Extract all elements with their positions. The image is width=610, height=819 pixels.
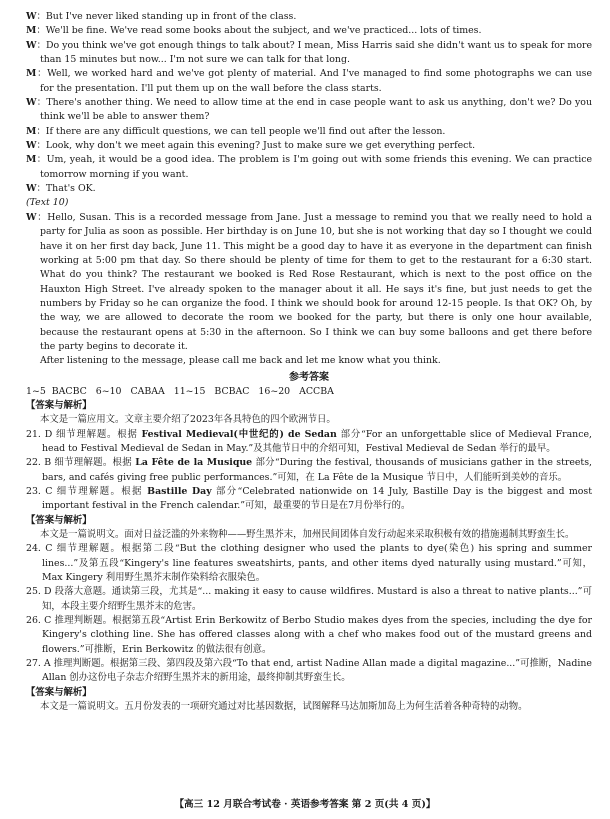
answer-item-post: 部分“For an unforgettable slice of Medieval France, head to Festival Medieval de Sedan in May.”及其他节日中的介绍可知，Festival Medieval de Sedan 举行的最早。 (42, 428, 593, 454)
document-page (26, 10, 592, 715)
text10-body: Hello, Susan. This is a recorded message from Jane. Just a message to remind you that we really need to hold a party for Julia as soon as possible. Her birthday is on June 10, but she is not working that day so I thought we could have it on her first day back, June 11. This might be a good day to have it as everyone in the department can finish working at 5:00 pm that day. So there should be plenty of time for them to get to the restaurant for a 6:30 start. What do you think? The restaurant we booked is Red Rose Restaurant, which is next to the post office on the Hauxton High Street. I've already spoken to the manager about it all. He says it's fine, but just needs to get the numbers by Friday so he can organize the food. I think we should book for around 12-15 people. Is that OK? Oh, by the way, we are allowed to decorate the room we booked for the party, but there is only one hour available, because the restaurant opens at 5:30 in the afternoon. So I think we can buy some balloons and get there before the party begins to decorate it. (40, 211, 592, 352)
dialogue-text: Well, we worked hard and we've got plenty of material. And I've managed to find some photographs we can use for the presentation. I'll put them up on the wall before the class starts. (40, 68, 592, 94)
dialogue-section (26, 10, 592, 196)
dialogue-text: There's another thing. We need to allow time at the end in case people want to ask us anything, don't we? Do you think we'll be able to answer them? (40, 97, 592, 123)
speaker: M (26, 125, 37, 137)
answer-item-post: 部分“During the festival, thousands of musicians gather in the streets, bars, and cafés giving free public performances.”可知，在 La Fête de la Musique 节日中，人们能听到美妙的音乐。 (42, 457, 592, 483)
dialogue-text: But I've never liked standing up in front of the class. (45, 11, 297, 22)
answer-item-post: 部分“Celebrated nationwide on 14 July, Bastille Day is the biggest and most important festival in the French calendar.”可知，最重要的节日是在7月份举行的。 (42, 486, 592, 512)
answer-item: 27. A 推理判断题。根据第三段、第四段及第六段“To that end, artist Nadine Allan made a digital magazine...”可推断，Nadine Allan 创办这份电子杂志介绍野生黑芥末的新用途，最终抑制其野蛮生长。 (26, 658, 592, 684)
text10-label: (Text 10) (26, 197, 69, 209)
dialogue-line: M：If there are any difficult questions, we can tell people we'll find out after the lesson. (26, 125, 446, 137)
answer-item: 26. C 推理判断题。根据第五段“Artist Erin Berkowitz of Berbo Studio makes dyes from the species, including the dye for Kingery's clothing line. She has offered classes along with a chef who makes food out of the mustard greens and flowers.”可推断，Erin Berkowitz 的做法很有创意。 (26, 615, 592, 655)
dialogue-line: M：We'll be fine. We've read some books about the subject, and we've practiced... lots of times. (26, 25, 482, 37)
answer-item (26, 428, 592, 457)
speaker: W (26, 211, 37, 223)
speaker: M (26, 68, 37, 80)
analysis-heading: 【答案与解析】 (26, 514, 92, 526)
passage-b-summary: 本文是一篇说明文。面对日益泛滥的外来物种——野生黑芥末，加州民间团体自发行动起来采取积极有效的措施遏制其野蛮生长。 (40, 529, 575, 541)
answer-item-pre: 21. D 细节理解题。根据 (26, 428, 142, 440)
dialogue-line: W：There's another thing. We need to allow time at the end in case people want to ask us anything, don't we? Do you think we'll be able to answer them? (26, 97, 592, 123)
speaker: M (26, 154, 37, 166)
passage-a-summary: 本文是一篇应用文。文章主要介绍了2023年各具特色的四个欧洲节日。 (40, 414, 336, 426)
dialogue-text: We'll be fine. We've read some books about the subject, and we've practiced... lots of times. (45, 25, 482, 37)
speaker: W (26, 140, 37, 152)
dialogue-text: Um, yeah, it would be a good idea. The problem is I'm going out with some friends this evening. We can practice tomorrow morning if you want. (40, 154, 592, 180)
speaker: W (26, 183, 37, 195)
answer-key-line: 1~5 BACBC 6~10 CABAA 11~15 BCBAC 16~20 ACCBA (26, 385, 334, 397)
speaker: W (26, 39, 37, 51)
dialogue-line: M：Um, yeah, it would be a good idea. The problem is I'm going out with some friends this evening. We can practice tomorrow morning if you want. (26, 154, 592, 180)
answer-item-pre: 23. C 细节理解题。根据 (26, 486, 148, 497)
analysis-heading: 【答案与解析】 (26, 686, 92, 698)
analysis-heading: 【答案与解析】 (26, 399, 92, 411)
answer-item-pre: 22. B 细节理解题。根据 (26, 457, 136, 469)
speaker: W (26, 97, 37, 109)
page-footer: 【高三 12 月联合考试卷 · 英语参考答案 第 2 页(共 4 页)】 (174, 799, 436, 810)
text10-message: W：Hello, Susan. This is a recorded message from Jane. Just a message to remind you that we really need to hold a party for Julia as soon as possible. Her birthday is on June 10, but she is not working that day so I thought we could have it on her first day back, June 11. This might be a good day to have it as everyone in the department can finish working at 5:00 pm that day. So there should be plenty of time for them to get to the restaurant for a 6:30 start. What do you think? The restaurant we booked is Red Rose Restaurant, which is next to the post office on the Hauxton High Street. I've already spoken to the manager about it all. He says it's fine, but just needs to get the numbers by Friday so he can organize the food. I think we should book for around 12-15 people. Is that OK? Oh, by the way, we are allowed to decorate the room we booked for the party, but there is only one hour available, because the restaurant opens at 5:30 in the afternoon. So I think we can buy some balloons and get there before the party begins to decorate it. (26, 211, 592, 352)
dialogue-text: If there are any difficult questions, we can tell people we'll find out after the lesson. (45, 125, 446, 137)
dialogue-line: W：Look, why don't we meet again this evening? Just to make sure we get everything perfect. (26, 140, 476, 152)
dialogue-line: W：But I've never liked standing up in front of the class. (26, 11, 297, 22)
dialogue-text: That's OK. (45, 183, 96, 195)
answer-item (26, 456, 592, 485)
answer-item-bold: Bastille Day (147, 486, 212, 497)
answer-item: 24. C 细节理解题。根据第二段“But the clothing designer who used the plants to dye(染色) his spring and summer lines...”及第五段“Kingery's line features sweatshirts, pants, and other items dyed naturally using mustard.”可知，Max Kingery 利用野生黑芥末制作染料给衣服染色。 (26, 543, 592, 584)
dialogue-line: W：That's OK. (26, 183, 96, 195)
answer-item-bold: La Fête de la Musique (135, 457, 253, 469)
answer-item (26, 485, 592, 514)
speaker: M (26, 25, 37, 37)
dialogue-text: Do you think we've got enough things to talk about? I mean, Miss Harris said she didn't want us to speak for more than 15 minutes but now... I'm not sure we can talk for that long. (40, 39, 592, 66)
dialogue-line: W：Do you think we've got enough things to talk about? I mean, Miss Harris said she didn't want us to speak for more than 15 minutes but now... I'm not sure we can talk for that long. (26, 39, 592, 66)
answer-key-title: 参考答案 (289, 371, 329, 383)
passage-c-summary: 本文是一篇说明文。五月份发表的一项研究通过对比基因数据，试图解释马达加斯加岛上为何生活着各种奇特的动物。 (40, 701, 528, 713)
answer-item-bold: Festival Medieval(中世纪的) de Sedan (141, 428, 337, 440)
speaker: W (26, 11, 37, 22)
answer-item: 25. D 段落大意题。通读第三段，尤其是“... making it easy to cause wildfires. Mustard is also a threat to native plants...”可知，本段主要介绍野生黑芥末的危害。 (26, 586, 592, 612)
text10-last: After listening to the message, please call me back and let me know what you think. (40, 355, 441, 367)
text10-section (26, 196, 592, 368)
dialogue-text: Look, why don't we meet again this evening? Just to make sure we get everything perfect. (45, 140, 476, 152)
dialogue-line: M：Well, we worked hard and we've got plenty of material. And I've managed to find some photographs we can use for the presentation. I'll put them up on the wall before the class starts. (26, 68, 592, 94)
